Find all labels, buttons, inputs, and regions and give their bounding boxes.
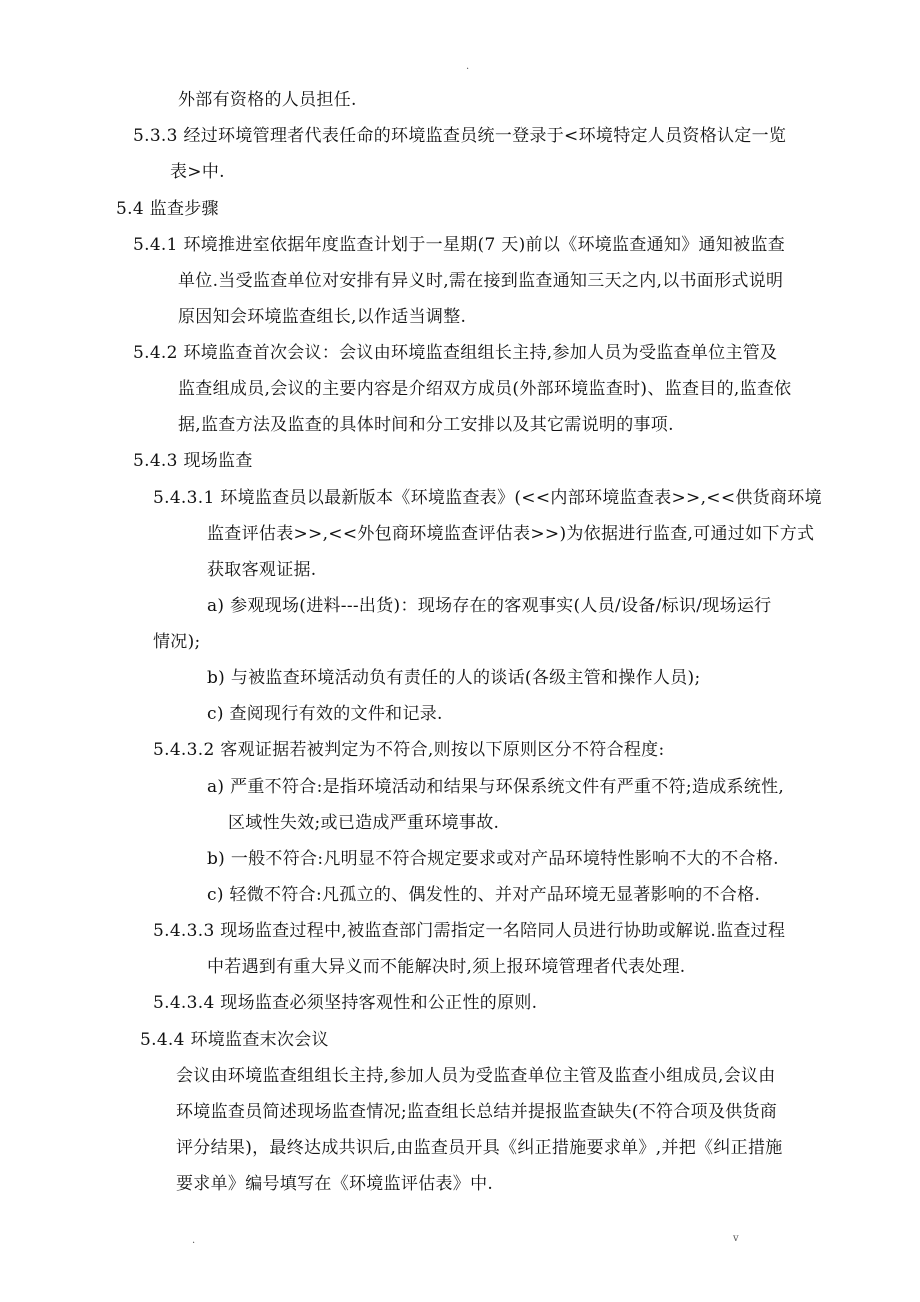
text-line: 外部有资格的人员担任. [178,90,357,110]
list-item-c: c) 轻微不符合:凡孤立的、偶发性的、并对产品环境无显著影响的不合格. [207,885,761,905]
list-item-c: c) 查阅现行有效的文件和记录. [207,704,443,724]
list-item-a: a) 参观现场(进料---出货)：现场存在的客观事实(人员/设备/标识/现场运行 [207,596,772,616]
text-line: 原因知会环境监查组长,以作适当调整. [178,307,467,327]
section-5-4-3-3-line: 5.4.3.3 现场监查过程中,被监查部门需指定一名陪同人员进行协助或解说.监查过程 [153,921,786,941]
text-line: 区域性失效;或已造成严重环境事故. [228,813,500,833]
header-mark: . [466,61,470,72]
text-line: 情况); [153,632,201,652]
list-item-a: a) 严重不符合:是指环境活动和结果与环保系统文件有严重不符;造成系统性, [207,777,785,797]
list-item-b: b) 与被监查环境活动负有责任的人的谈话(各级主管和操作人员); [207,668,701,688]
text-line: 单位.当受监查单位对安排有异义时,需在接到监查通知三天之内,以书面形式说明 [178,271,784,291]
list-item-b: b) 一般不符合:凡明显不符合规定要求或对产品环境特性影响不大的不合格. [207,849,779,869]
text-line: 中若遇到有重大异义而不能解决时,须上报环境管理者代表处理. [207,957,686,977]
text-line: 环境监查员简述现场监查情况;监查组长总结并提报监查缺失(不符合项及供货商 [176,1102,778,1122]
section-5-4-3-4-line: 5.4.3.4 现场监查必须坚持客观性和公正性的原则. [153,993,538,1013]
section-5-4-1-line: 5.4.1 环境推进室依据年度监查计划于一星期(7 天)前以《环境监查通知》通知被监查 [133,235,786,255]
text-line: 获取客观证据. [207,560,317,580]
section-5-4-2-line: 5.4.2 环境监查首次会议：会议由环境监查组组长主持,参加人员为受监查单位主管及 [133,343,778,363]
text-line: 要求单》编号填写在《环境监评估表》中. [176,1174,494,1194]
text-line: 监查组成员,会议的主要内容是介绍双方成员(外部环境监查时)、监查目的,监查依 [178,379,792,399]
section-5-4-3-1-line: 5.4.3.1 环境监查员以最新版本《环境监查表》(<<内部环境监查表>>,<<供货商环境 [153,488,822,508]
text-line: 会议由环境监查组组长主持,参加人员为受监查单位主管及监查小组成员,会议由 [176,1066,776,1086]
text-line: 监查评估表>>,<<外包商环境监查评估表>>)为依据进行监查,可通过如下方式 [207,524,815,544]
footer-right-mark: v [733,1233,739,1244]
footer-left-mark: . [192,1235,196,1246]
section-5-3-3-line: 5.3.3 经过环境管理者代表任命的环境监查员统一登录于<环境特定人员资格认定一览 [133,126,787,146]
section-5-4-heading: 5.4 监查步骤 [116,199,219,219]
text-line: 评分结果)，最终达成共识后,由监查员开具《纠正措施要求单》,并把《纠正措施 [176,1138,783,1158]
section-5-4-3-heading: 5.4.3 现场监查 [133,451,253,471]
section-5-4-3-2-line: 5.4.3.2 客观证据若被判定为不符合,则按以下原则区分不符合程度: [153,740,665,760]
text-line: 据,监查方法及监查的具体时间和分工安排以及其它需说明的事项. [178,415,674,435]
section-5-4-4-heading: 5.4.4 环境监查末次会议 [140,1030,329,1050]
text-line: 表>中. [170,162,225,182]
